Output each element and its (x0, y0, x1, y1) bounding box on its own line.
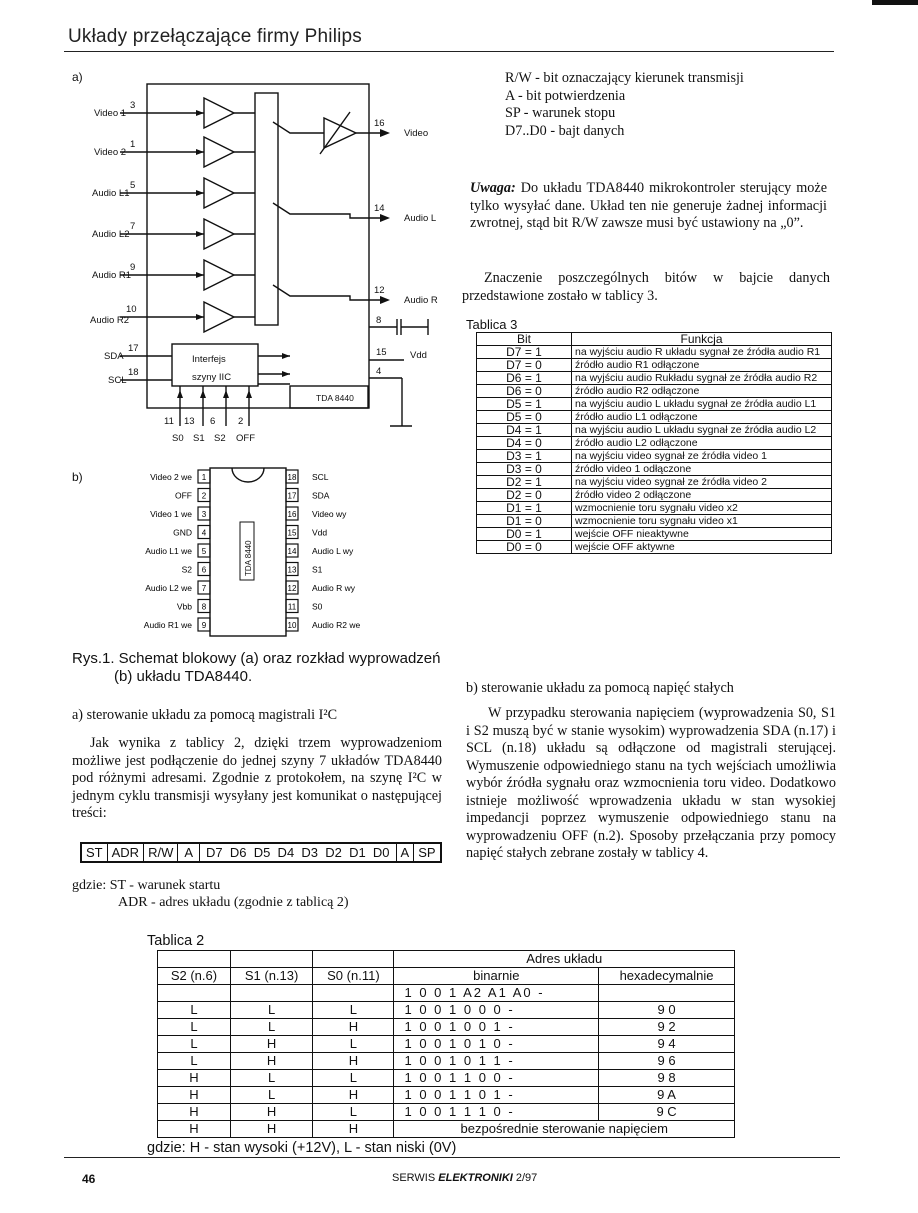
section-b-heading: b) sterowanie układu za pomocą napięć stałych (466, 680, 734, 696)
buffer-triangle (204, 178, 234, 208)
table3-row: D0 = 1 wejście OFF nieaktywne (477, 528, 832, 541)
buffer-triangle (204, 98, 234, 128)
pin-label: Audio R2 we (312, 620, 361, 630)
table3-row: D6 = 0 źródło audio R2 odłączone (477, 385, 832, 398)
table3-row: D7 = 0 źródło audio R1 odłączone (477, 359, 832, 372)
svg-text:16: 16 (374, 118, 385, 129)
table3-row: D1 = 0 wzmocnienie toru sygnału video x1 (477, 515, 832, 528)
pin-label: SCL (312, 472, 329, 482)
pin-number: 5 (201, 547, 207, 556)
gdzie-st: gdzie: ST - warunek startu (72, 878, 221, 893)
control-pin-s1: S1 (193, 433, 205, 444)
pin-number: 3 (201, 510, 207, 519)
pin-number: 16 (287, 510, 297, 519)
interface-label: Interfejs (192, 354, 226, 365)
table3-row: D5 = 0 źródło audio L1 odłączone (477, 411, 832, 424)
switch-matrix-box (255, 93, 278, 325)
table3-title: Tablica 3 (466, 317, 518, 332)
input-audio-l1: Audio L1 (92, 188, 130, 199)
table3-row: D1 = 1 wzmocnienie toru sygnału video x2 (477, 502, 832, 515)
svg-text:1: 1 (130, 139, 136, 150)
control-pin-off: OFF (236, 433, 255, 444)
input-audio-r2: Audio R2 (90, 315, 130, 326)
pin-number: 13 (287, 565, 297, 575)
pin-label: Audio R1 we (143, 620, 192, 630)
section-b-paragraph: W przypadku sterowania napięciem (wyprowadzenia S0, S1 i S2 muszą być w stanie wysokim) wyprowadzenia SDA (n.17) i SCL (n.18) układu są odłączone od magistrali sterującej. Wymuszenie odpowiedniego stanu na tych wejściach umożliwia wybór źródła sygnału oraz wzmocnienia toru video. Dodatkowo istnieje możliwość wprowadzenia układu w stan wysokiej impedancji poprzez wymuszenie odpowiedniego stanu na wyprowadzeniu OFF (n.2). Sposoby przełączania przy pomocy napięć stałych zebrane zostały w tablicy 4. (466, 705, 836, 861)
pin-number: 18 (287, 473, 297, 482)
figure-b-label: b) (72, 470, 83, 484)
pin-label: Video wy (312, 509, 347, 519)
pin-label: Audio L1 we (145, 546, 192, 556)
svg-text:18: 18 (128, 367, 139, 378)
pin-label: GND (173, 527, 192, 538)
figure-a-label: a) (72, 70, 83, 84)
pin-label: S2 (181, 564, 192, 575)
pin-number: 6 (201, 565, 207, 575)
uwaga-note: Uwaga: Do układu TDA8440 mikrokontroler sterujący może tylko wysyłać dane. Układ ten nie generuje żadnej informacji zwrotnej, stąd bit R/W zawsze musi być ustawiony na „0”. (470, 180, 827, 231)
table3-row: D4 = 1 na wyjściu audio L układu sygnał ze źródła audio L2 (477, 424, 832, 437)
video-amplifier-triangle (324, 118, 356, 148)
table2-row: L H H 1 0 0 1 0 1 1 - 9 6 (158, 1053, 735, 1070)
svg-text:5: 5 (130, 180, 136, 191)
pin-number: 1 (201, 473, 207, 482)
chip-label: TDA 8440 (316, 393, 354, 403)
table3-row: D7 = 1 na wyjściu audio R układu sygnał ze źródła audio R1 (477, 346, 832, 359)
page-header-title: Układy przełączające firmy Philips (68, 26, 363, 47)
pin-scl: SCL (108, 375, 127, 386)
figure-caption: Rys.1. Schemat blokowy (a) oraz rozkład wyprowadzeń (b) układu TDA8440. (72, 650, 441, 685)
section-a-heading: a) sterowanie układu za pomocą magistrali I²C (72, 707, 338, 723)
svg-text:14: 14 (374, 203, 385, 214)
pin-number: 9 (201, 621, 207, 630)
svg-text:3: 3 (130, 100, 136, 111)
table3-row: D3 = 0 źródło video 1 odłączone (477, 463, 832, 476)
publication-footer: SERWIS ELEKTRONIKI 2/97 (392, 1172, 538, 1184)
control-pin-s0: S0 (172, 433, 184, 444)
pin-sda: SDA (104, 351, 124, 362)
buffer-triangle (204, 302, 234, 332)
pin-label: Audio L2 we (145, 583, 192, 593)
footer-rule (64, 1157, 840, 1158)
svg-text:4: 4 (376, 366, 382, 377)
svg-text:13: 13 (184, 416, 195, 427)
pin-number: 17 (287, 491, 297, 501)
corner-mark (872, 0, 918, 5)
pin-number: 12 (287, 584, 297, 593)
input-video1: Video 1 (94, 108, 127, 119)
pinout-chip-label: TDA 8440 (244, 540, 253, 576)
block-diagram (80, 78, 460, 448)
definitions-list: R/W - bit oznaczający kierunek transmisji A - bit potwierdzenia SP - warunek stopu D7..D0 - bajt danych (505, 70, 744, 139)
pin-label: Video 1 we (150, 509, 192, 519)
table3-row: D2 = 1 na wyjściu video sygnał ze źródła video 2 (477, 476, 832, 489)
table3-row: D6 = 1 na wyjściu audio Rukładu sygnał ze źródła audio R2 (477, 372, 832, 385)
table3-row: D0 = 0 wejście OFF aktywne (477, 541, 832, 554)
pinout-diagram (120, 462, 380, 640)
pin-label: SDA (312, 490, 330, 501)
output-audio-l: Audio L (404, 213, 437, 224)
table2-row: L L L 1 0 0 1 0 0 0 - 9 0 (158, 1002, 735, 1019)
pin-number: 8 (201, 602, 207, 612)
buffer-triangle (204, 137, 234, 167)
table2-note: gdzie: H - stan wysoki (+12V), L - stan niski (0V) (147, 1140, 457, 1156)
page-number: 46 (82, 1172, 96, 1186)
i2c-message-frame: ST ADR R/W A D7 D6 D5 D4 D3 D2 D1 D0 A SP (80, 842, 442, 863)
pin-label: Video 2 we (150, 472, 192, 482)
svg-text:10: 10 (126, 304, 137, 315)
table2-row: H L L 1 0 0 1 1 0 0 - 9 8 (158, 1070, 735, 1087)
table2-row: H H L 1 0 0 1 1 1 0 - 9 C (158, 1104, 735, 1121)
pin-number: 14 (287, 547, 297, 556)
output-audio-r: Audio R (404, 295, 438, 306)
gdzie-adr: ADR - adres układu (zgodnie z tablicą 2) (118, 895, 349, 910)
pin-label: S1 (312, 564, 323, 575)
pin-label: Audio R wy (312, 583, 355, 593)
output-video: Video (404, 128, 429, 139)
pin-label: Vbb (176, 601, 192, 612)
pin-label: Audio L wy (312, 546, 354, 556)
input-audio-r1: Audio R1 (92, 270, 132, 281)
svg-text:7: 7 (130, 221, 136, 232)
table2-title: Tablica 2 (147, 933, 205, 949)
pin-number: 15 (287, 528, 297, 538)
pin-label: S0 (312, 601, 323, 612)
pin-number: 7 (201, 584, 207, 593)
pin-number: 4 (201, 528, 207, 538)
table2: Adres układu S2 (n.6) S1 (n.13) S0 (n.11) binarnie hexadecymalnie 1 0 0 1 A2 A1 A0 - L L L 1 0 0 1 0 0 0 - 9 0 L L H 1 0 0 1 0 0 1 - 9 2 L H L 1 0 0 1 0 1 0 - 9 4 L H H 1 0 0 1 0 1 1 - 9 6 H L L 1 0 0 1 1 0 0 - 9 8 H L H 1 0 0 1 1 0 1 - 9 A H H L 1 0 0 1 1 1 0 - 9 C H H H bezpośrednie sterowanie napięciem (157, 950, 735, 1138)
table3-row: D3 = 1 na wyjściu video sygnał ze źródła video 1 (477, 450, 832, 463)
svg-text:6: 6 (210, 416, 216, 427)
buffer-triangle (204, 260, 234, 290)
table2-row: L L H 1 0 0 1 0 0 1 - 9 2 (158, 1019, 735, 1036)
table3-row: D2 = 0 źródło video 2 odłączone (477, 489, 832, 502)
table3-row: D4 = 0 źródło audio L2 odłączone (477, 437, 832, 450)
table2-row: L H L 1 0 0 1 0 1 0 - 9 4 (158, 1036, 735, 1053)
svg-text:12: 12 (374, 285, 385, 296)
input-video2: Video 2 (94, 147, 127, 158)
znaczenie-paragraph: Znaczenie poszczególnych bitów w bajcie danych przedstawione zostało w tablicy 3. (462, 270, 830, 304)
table3-row: D5 = 1 na wyjściu audio L układu sygnał ze źródła audio L1 (477, 398, 832, 411)
input-audio-l2: Audio L2 (92, 229, 130, 240)
table3: Bit Funkcja D7 = 1 na wyjściu audio R układu sygnał ze źródła audio R1 D7 = 0 źródło audio R1 odłączone D6 = 1 na wyjściu audio Rukładu sygnał ze źródła audio R2 D6 = 0 źródło audio R2 odłączone D5 = 1 na wyjściu audio L układu sygnał ze źródła audio L1 D5 = 0 źródło audio L1 odłączone D4 = 1 na wyjściu audio L układu sygnał ze źródła audio L2 D4 = 0 źródło audio L2 odłączone D3 = 1 na wyjściu video sygnał ze źródła video 1 D3 = 0 źródło video 1 odłączone D2 = 1 na wyjściu video sygnał ze źródła video 2 D2 = 0 źródło video 2 odłączone D1 = 1 wzmocnienie toru sygnału video x2 D1 = 0 wzmocnienie toru sygnału video x1 D0 = 1 wejście OFF nieaktywne D0 = 0 wejście OFF aktywne (476, 332, 832, 554)
svg-text:8: 8 (376, 315, 382, 326)
svg-text:2: 2 (238, 416, 244, 427)
control-pin-s2: S2 (214, 433, 226, 444)
pin-label: OFF (175, 490, 192, 501)
pin-number: 11 (287, 602, 297, 612)
pin-number: 2 (201, 491, 207, 501)
pin-label: Vdd (312, 527, 328, 538)
header-rule (64, 51, 834, 52)
svg-text:szyny IIC: szyny IIC (192, 372, 232, 383)
svg-text:9: 9 (130, 262, 136, 273)
table2-row: H H H bezpośrednie sterowanie napięciem (158, 1121, 735, 1138)
section-a-paragraph: Jak wynika z tablicy 2, dzięki trzem wyprowadzeniom możliwe jest podłączenie do jednej szyny 7 układów TDA8440 pod różnymi adresami. Zgodnie z protokołem, na szynę I²C w jednym cyklu transmisji wysyłany jest komunikat o następującej treści: (72, 735, 442, 821)
svg-text:15: 15 (376, 347, 387, 358)
address-group-header: Adres układu (394, 951, 735, 968)
pin-number: 10 (287, 621, 297, 630)
buffer-triangle (204, 219, 234, 249)
vdd-label: Vdd (410, 350, 427, 361)
table2-row: H L H 1 0 0 1 1 0 1 - 9 A (158, 1087, 735, 1104)
svg-text:17: 17 (128, 343, 139, 354)
svg-text:11: 11 (164, 416, 174, 427)
